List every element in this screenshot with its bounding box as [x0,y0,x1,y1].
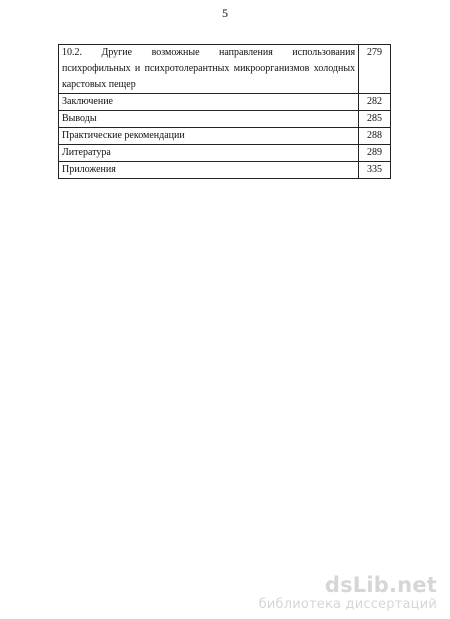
table-row [59,162,391,179]
page-number: 5 [222,6,228,20]
toc-entry-title: Приложения [59,162,359,179]
table-row [59,111,391,128]
toc-entry-page: 279 [359,45,391,94]
toc-entry-page: 289 [359,145,391,162]
table-of-contents [58,44,391,179]
table-row [59,45,391,94]
toc-entry-title: Выводы [59,111,359,128]
toc-entry-title: Заключение [59,94,359,111]
toc-entry-page: 285 [359,111,391,128]
toc-entry-title: Практические рекомендации [59,128,359,145]
toc-entry-page: 282 [359,94,391,111]
table-row [59,145,391,162]
toc-entry-page: 288 [359,128,391,145]
watermark-logo: dsLib.net [324,573,437,597]
table-row [59,128,391,145]
watermark-subtitle: библиотека диссертаций [258,597,437,612]
toc-entry-title: 10.2. Другие возможные направления использования психрофильных и психротолерантных микроорганизмов холодных карстовых пещер [59,45,359,94]
watermark [259,573,437,613]
table-row [59,94,391,111]
toc-entry-title: Литература [59,145,359,162]
toc-entry-page: 335 [359,162,391,179]
